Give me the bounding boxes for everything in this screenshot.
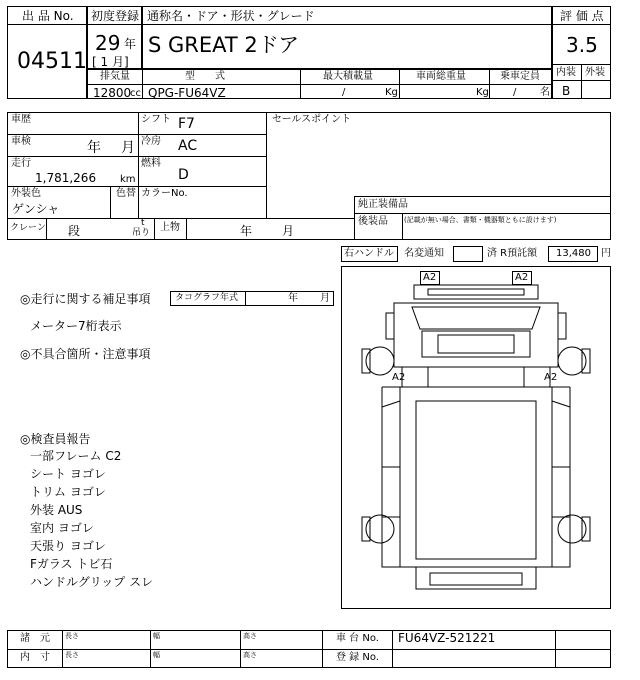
damage-mark-label: A2 [423,272,437,283]
first-reg-year: 29 [95,31,121,55]
score-label: 評 価 点 [560,9,604,23]
history-label: 車歴 [11,114,31,125]
crane-label: クレーン [10,223,46,233]
steering-value: 右ハンドル [344,248,394,259]
inspector-item: 室内 ヨゴレ [30,521,94,535]
inspector-item: シート ヨゴレ [30,467,106,481]
lot-no-label: 出 品 No. [22,9,74,23]
crane-stage: 段 [68,224,81,238]
footer-specs-label: 諸 元 [20,633,50,644]
gross-weight-label: 車両総重量 [416,71,466,82]
shift-value: F7 [178,116,195,132]
sales-point-label: セールスポイント [272,114,352,125]
interior-grade-label: 内装 [556,67,576,78]
vehicle-name: S GREAT 2ドア [148,33,300,57]
first-reg-month: [ 1 月] [92,55,129,69]
inspector-item: 一部フレーム C2 [30,449,122,463]
footer-length-label: 長さ [65,651,79,659]
damage-mark-label: A2 [515,272,529,283]
loading-month: 月 [282,224,295,238]
aftermarket-label: 後装品 [358,216,388,227]
footer-width-label: 幅 [153,632,160,640]
damage-mark-label: A2 [544,372,558,383]
fuel-label: 燃料 [141,158,161,169]
inspector-report-label: ◎検査員報告 [20,432,91,446]
model-label: 型 式 [185,71,225,82]
driving-note: メーター7桁表示 [30,319,122,333]
exterior-grade-label: 外装 [585,67,605,78]
recycle-label: 済 R預託額 [487,248,538,259]
displacement-unit: cc [130,88,141,99]
mileage-value: 1,781,266 [35,171,97,185]
gross-weight-unit: Kg [476,87,489,98]
name-change-label: 名変通知 [404,248,444,259]
inspection-year-unit: 年 [87,140,101,156]
recycle-unit: 円 [601,248,611,259]
tacho-month: 月 [320,293,330,304]
inspection-label: 車検 [11,136,31,147]
damage-mark-label: A2 [392,372,406,383]
shift-label: シフト [141,114,171,125]
aircon-label: 冷房 [141,136,161,147]
chassis-label: 車 台 No. [336,633,379,644]
driving-notes-label: ◎走行に関する補足事項 [20,292,151,306]
loading-year: 年 [240,224,253,238]
aircon-value: AC [178,138,198,154]
crane-ton-unit: t [141,218,145,228]
inspector-item: 天張り ヨゴレ [30,539,106,553]
inspector-item: トリム ヨゴレ [30,485,106,499]
max-load-unit: Kg [385,87,398,98]
footer-width-label: 幅 [153,651,160,659]
max-load-label: 最大積載量 [323,71,373,82]
name-change-box [453,246,483,262]
mileage-label: 走行 [11,158,31,169]
score-value: 3.5 [566,33,598,57]
ext-color-label: 外装色 [11,188,41,199]
mileage-unit: km [120,174,136,185]
tacho-year: 年 [288,293,298,304]
fuel-value: D [178,167,189,183]
damage-diagram [341,266,611,609]
recycle-amount: 13,480 [556,248,591,259]
footer-height-label: 高さ [243,651,257,659]
capacity-label: 乗車定員 [500,71,540,82]
inspector-item: ハンドルグリップ スレ [30,575,154,589]
truck-outline [342,267,610,608]
color-change-label: 色替 [116,188,136,199]
displacement-value: 12800 [93,86,132,100]
ext-color-value: ゲンシャ [12,202,60,216]
defects-label: ◎不具合箇所・注意事項 [20,347,151,361]
registration-label: 登 録 No. [336,652,379,663]
lot-number: 04511 [17,49,87,74]
loading-label: 上物 [160,222,180,233]
inspection-month-unit: 月 [121,140,135,156]
max-load-slash: / [342,87,346,98]
model-value: QPG-FU64VZ [148,86,226,100]
crane-hang: 吊り [132,228,151,238]
tacho-label: タコグラフ年式 [175,293,239,303]
first-reg-label: 初度登録 [91,9,140,23]
capacity-slash: / [513,87,517,98]
footer-length-label: 長さ [65,632,79,640]
vehicle-name-label: 通称名・ドア・形状・グレード [147,9,315,23]
footer-interior-dim-label: 内 寸 [20,652,50,663]
capacity-unit: 名 [540,87,550,98]
genuine-equipment-label: 純正装備品 [358,199,408,210]
inspector-item: Fガラス トビ石 [30,557,113,571]
interior-grade: B [562,84,571,98]
first-reg-year-unit: 年 [124,37,137,51]
chassis-number: FU64VZ-521221 [398,631,496,645]
color-no-label: カラーNo. [141,188,188,199]
inspector-item: 外装 AUS [30,503,83,517]
aftermarket-note: (記載が無い場合、書類・機器類ともに設けます) [404,216,557,224]
footer-height-label: 高さ [243,632,257,640]
displacement-label: 排気量 [100,71,130,82]
